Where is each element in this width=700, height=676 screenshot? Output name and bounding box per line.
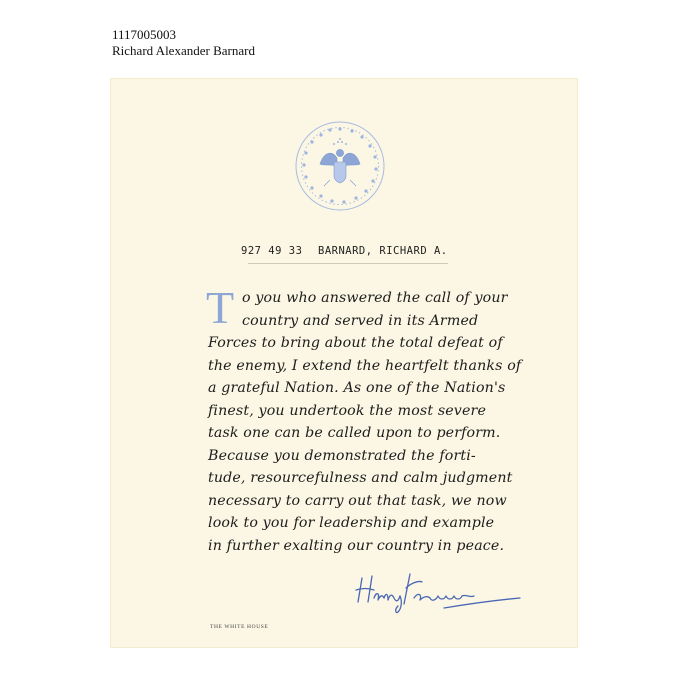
certificate xyxy=(110,78,578,648)
recipient-name: BARNARD, RICHARD A. xyxy=(318,245,448,257)
letter-line: Forces to bring about the total defeat of xyxy=(208,335,503,351)
record-number: 1117005003 xyxy=(112,27,177,42)
service-line xyxy=(241,245,448,257)
service-number: 927 49 33 xyxy=(241,245,303,257)
letter-line: a grateful Nation. As one of the Nation's xyxy=(208,380,506,396)
letter-line-text: o you who answered the call of your xyxy=(242,290,508,306)
letter-line: task one can be called upon to perform. xyxy=(208,425,501,441)
divider xyxy=(248,263,448,264)
letter-line: tude, resourcefulness and calm judgment xyxy=(208,470,513,486)
letter-line: finest, you undertook the most severe xyxy=(208,402,487,419)
letter-line: in further exalting our country in peace. xyxy=(208,537,505,554)
letter-line: necessary to carry out that task, we now xyxy=(208,492,507,509)
letter-line: the enemy, I extend the heartfelt thanks of xyxy=(208,357,522,374)
presidential-seal-icon xyxy=(294,120,386,212)
person-name: Richard Alexander Barnard xyxy=(112,43,255,58)
letter-line: Because you demonstrated the forti- xyxy=(208,447,476,464)
drop-cap: T xyxy=(206,282,235,333)
document-header xyxy=(112,27,255,59)
letter-line: country and served in its Armed xyxy=(242,312,479,329)
letter-body xyxy=(206,282,522,557)
signature xyxy=(348,568,528,618)
letter-line: look to you for leadership and example xyxy=(208,515,495,531)
white-house-imprint: THE WHITE HOUSE xyxy=(210,624,269,630)
